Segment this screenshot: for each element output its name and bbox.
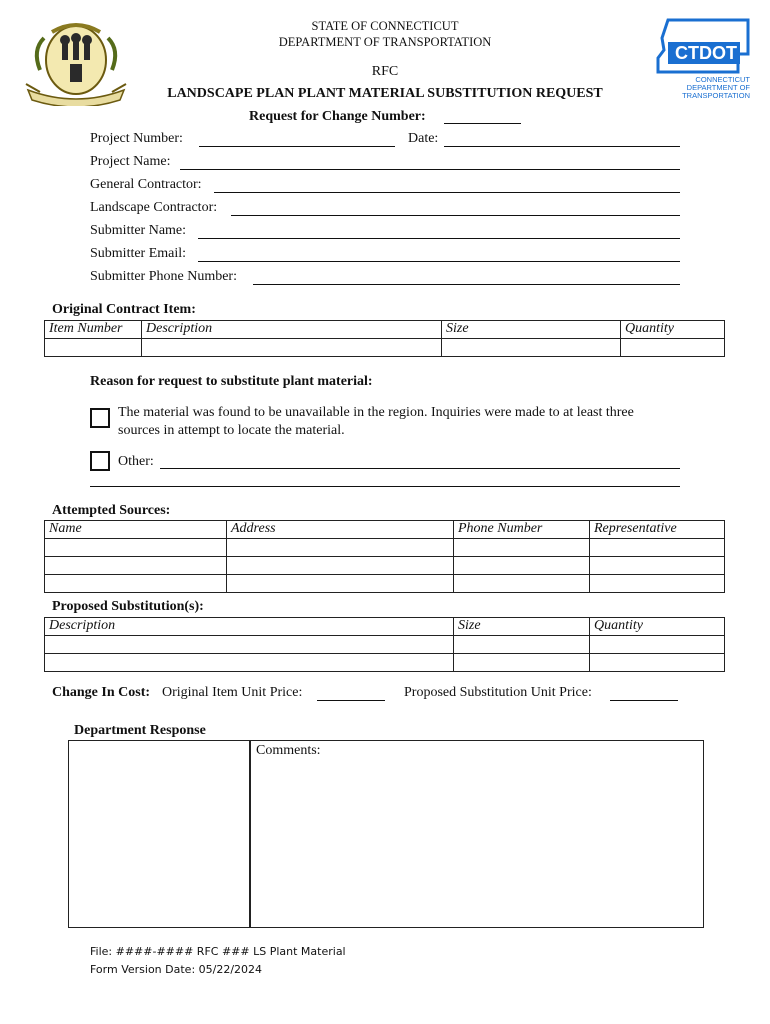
- change-in-cost-label: Change In Cost:: [52, 685, 151, 700]
- table-row: [45, 339, 725, 357]
- project-name-label: Project Name:: [90, 154, 171, 169]
- submitter-phone-label: Submitter Phone Number:: [90, 269, 237, 284]
- comments-label: Comments:: [256, 743, 321, 758]
- unavailable-checkbox[interactable]: [90, 408, 110, 428]
- table-cell[interactable]: [590, 654, 725, 672]
- general-contractor-field[interactable]: [214, 192, 680, 193]
- comments-box[interactable]: [249, 740, 704, 928]
- landscape-contractor-field[interactable]: [231, 215, 680, 216]
- column-header: Address: [227, 521, 454, 539]
- column-header: Item Number: [45, 321, 142, 339]
- department-heading: DEPARTMENT OF TRANSPORTATION: [278, 35, 492, 49]
- table-cell[interactable]: [45, 636, 454, 654]
- change-number-label: Request for Change Number:: [249, 109, 426, 124]
- submitter-phone-field[interactable]: [253, 284, 680, 285]
- project-number-label: Project Number:: [90, 131, 183, 146]
- table-row: [45, 654, 725, 672]
- table-cell[interactable]: [227, 557, 454, 575]
- table-cell[interactable]: [45, 654, 454, 672]
- original-item-table: [44, 320, 725, 357]
- table-cell[interactable]: [442, 339, 621, 357]
- other-reason-field-line2[interactable]: [90, 486, 680, 487]
- table-header-row: [45, 618, 725, 636]
- date-field[interactable]: [444, 146, 680, 147]
- ctdot-sub-line: DEPARTMENT OF: [686, 83, 750, 92]
- submitter-email-label: Submitter Email:: [90, 246, 187, 261]
- department-response-heading: Department Response: [74, 723, 206, 738]
- proposed-substitution-heading: Proposed Substitution(s):: [52, 599, 204, 614]
- department-stamp-box[interactable]: [68, 740, 251, 928]
- original-price-field[interactable]: [317, 700, 385, 701]
- table-cell[interactable]: [590, 539, 725, 557]
- table-cell[interactable]: [621, 339, 725, 357]
- table-cell[interactable]: [590, 636, 725, 654]
- column-header: Name: [45, 521, 227, 539]
- unavailable-option-line2: sources in attempt to locate the material.: [118, 423, 345, 438]
- table-cell[interactable]: [454, 539, 590, 557]
- unavailable-option-line1: The material was found to be unavailable in the region. Inquiries were made to at least three: [118, 405, 634, 420]
- submitter-name-label: Submitter Name:: [90, 223, 187, 238]
- column-header: Description: [142, 321, 442, 339]
- version-footer: Form Version Date: 05/22/2024: [90, 963, 263, 976]
- table-cell[interactable]: [454, 557, 590, 575]
- column-header: Phone Number: [454, 521, 590, 539]
- column-header: Quantity: [590, 618, 725, 636]
- column-header: Representative: [590, 521, 725, 539]
- table-cell[interactable]: [454, 654, 590, 672]
- table-header-row: [45, 521, 725, 539]
- project-number-field[interactable]: [199, 146, 395, 147]
- reason-heading: Reason for request to substitute plant material:: [90, 374, 373, 389]
- table-row: [45, 557, 725, 575]
- table-cell[interactable]: [227, 539, 454, 557]
- table-header-row: [45, 321, 725, 339]
- proposed-substitution-table: [44, 617, 725, 672]
- ctdot-sub-line: CONNECTICUT: [695, 75, 750, 84]
- other-reason-field[interactable]: [160, 468, 680, 469]
- table-cell[interactable]: [454, 575, 590, 593]
- form-title: LANDSCAPE PLAN PLANT MATERIAL SUBSTITUTION REQUEST: [167, 86, 603, 101]
- general-contractor-label: General Contractor:: [90, 177, 202, 192]
- column-header: Quantity: [621, 321, 725, 339]
- table-row: [45, 575, 725, 593]
- rfc-heading: RFC: [371, 64, 399, 79]
- table-row: [45, 636, 725, 654]
- table-cell[interactable]: [142, 339, 442, 357]
- table-cell[interactable]: [45, 539, 227, 557]
- proposed-price-field[interactable]: [610, 700, 678, 701]
- table-cell[interactable]: [590, 557, 725, 575]
- ctdot-logo-text: CTDOT: [675, 43, 737, 63]
- ctdot-sub-line: TRANSPORTATION: [682, 91, 750, 100]
- table-cell[interactable]: [227, 575, 454, 593]
- column-header: Description: [45, 618, 454, 636]
- column-header: Size: [454, 618, 590, 636]
- file-footer: File: ####-#### RFC ### LS Plant Material: [90, 945, 346, 958]
- change-number-field[interactable]: [444, 123, 521, 124]
- original-item-heading: Original Contract Item:: [52, 302, 196, 317]
- table-cell[interactable]: [45, 557, 227, 575]
- other-checkbox[interactable]: [90, 451, 110, 471]
- table-cell[interactable]: [590, 575, 725, 593]
- original-price-label: Original Item Unit Price:: [162, 685, 303, 700]
- other-label: Other:: [118, 454, 154, 469]
- attempted-sources-heading: Attempted Sources:: [52, 503, 171, 518]
- submitter-email-field[interactable]: [198, 261, 680, 262]
- proposed-price-label: Proposed Substitution Unit Price:: [404, 685, 592, 700]
- date-label: Date:: [408, 131, 439, 146]
- table-cell[interactable]: [45, 339, 142, 357]
- table-cell[interactable]: [454, 636, 590, 654]
- landscape-contractor-label: Landscape Contractor:: [90, 200, 218, 215]
- table-cell[interactable]: [45, 575, 227, 593]
- project-name-field[interactable]: [180, 169, 680, 170]
- table-row: [45, 539, 725, 557]
- state-heading: STATE OF CONNECTICUT: [311, 19, 459, 33]
- column-header: Size: [442, 321, 621, 339]
- attempted-sources-table: [44, 520, 725, 593]
- submitter-name-field[interactable]: [198, 238, 680, 239]
